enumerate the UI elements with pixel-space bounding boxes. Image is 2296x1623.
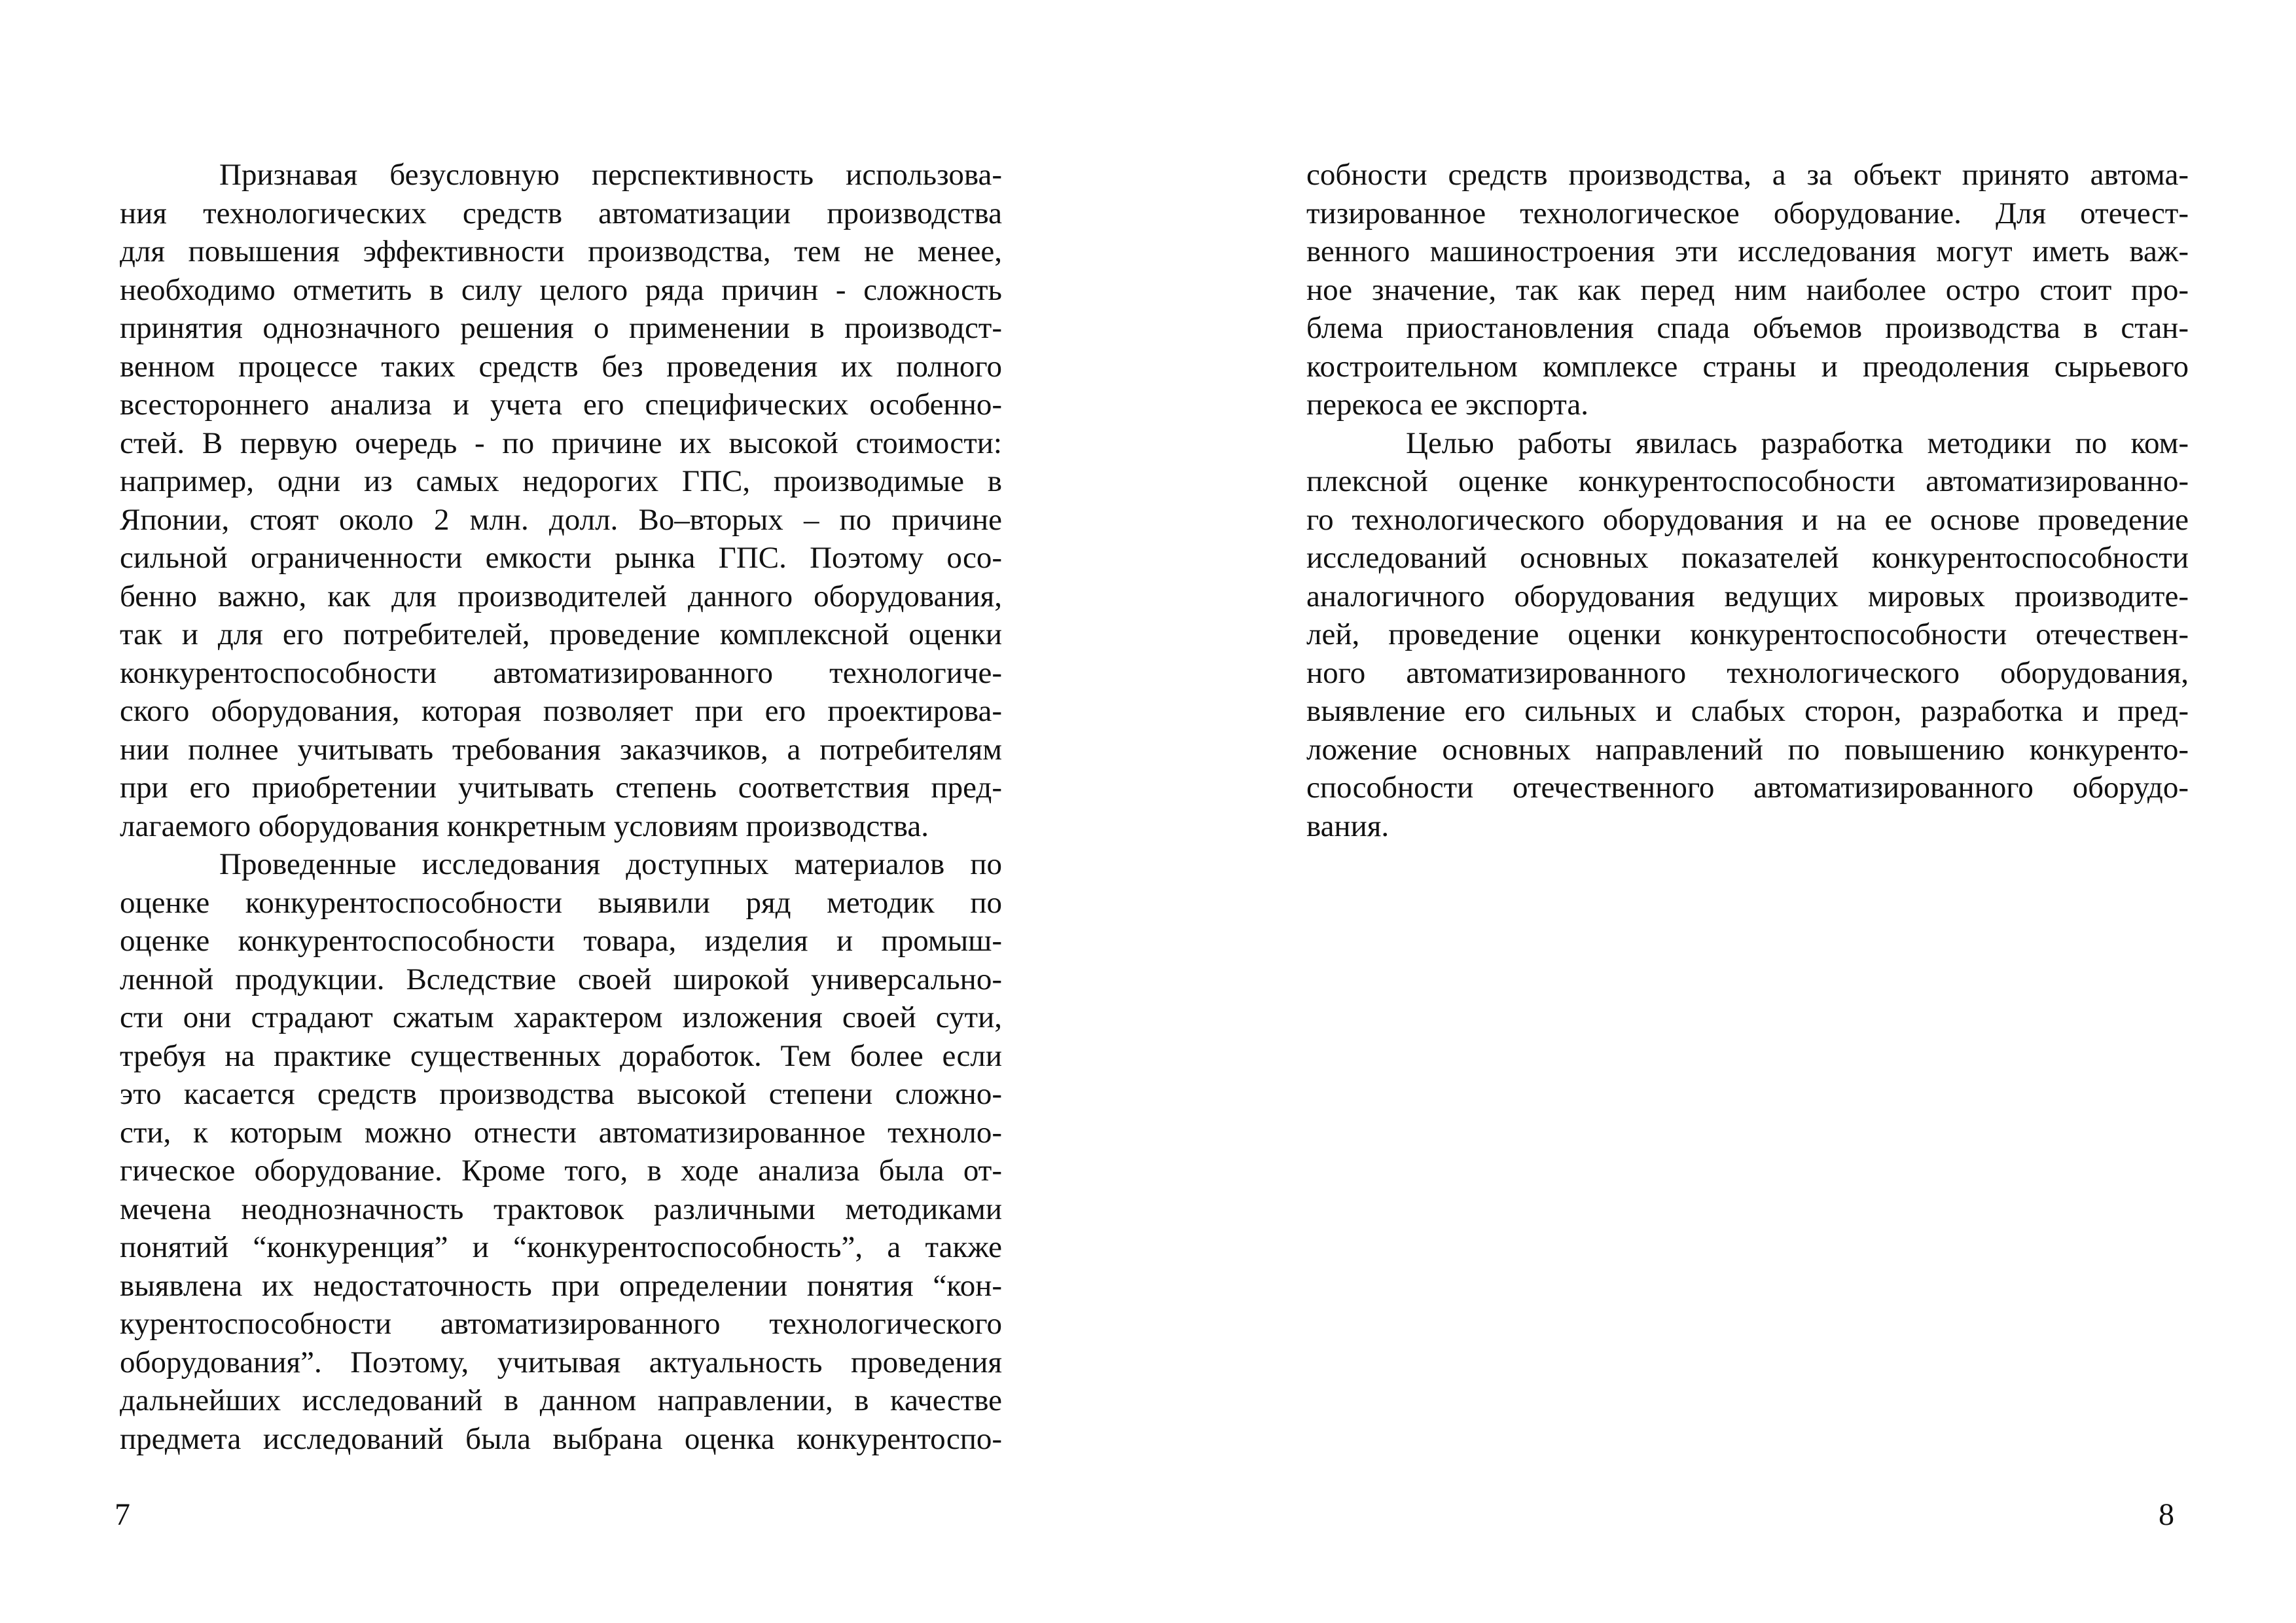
text-line: костроительном комплексе страны и преодоления сырьевого — [1306, 349, 2189, 384]
right-page — [1148, 0, 2296, 1623]
text-line: сти, к которым можно отнести автоматизированное техноло- — [120, 1115, 1002, 1150]
text-line: исследований основных показателей конкурентоспособности — [1306, 541, 2189, 575]
text-line: Японии, стоят около 2 млн. долл. Во–вторых – по причине — [120, 502, 1002, 537]
text-line: при его приобретении учитывать степень соответствия пред- — [120, 771, 1002, 805]
text-line: конкурентоспособности автоматизированного технологиче- — [120, 655, 1002, 690]
text-line: блема приостановления спада объемов производства в стан- — [1306, 311, 2189, 345]
text-line: го технологического оборудования и на ее основе проведение — [1306, 502, 2189, 537]
text-line: лей, проведение оценки конкурентоспособности отечествен- — [1306, 617, 2189, 651]
text-line: перекоса ее экспорта. — [1306, 388, 1588, 422]
text-line: это касается средств производства высокой степени сложно- — [120, 1077, 1002, 1111]
text-line: бенно важно, как для производителей данного оборудования, — [120, 579, 1002, 613]
text-line: собности средств производства, а за объект принято автома- — [1306, 158, 2189, 192]
text-line: лагаемого оборудования конкретным условиям производства. — [120, 809, 929, 843]
text-line: Целью работы явилась разработка методики по ком- — [1406, 426, 2189, 460]
text-line: гическое оборудование. Кроме того, в ходе анализа была от- — [120, 1154, 1002, 1188]
text-line: всестороннего анализа и учета его специфических особенно- — [120, 388, 1002, 422]
right-page-text — [1306, 156, 2189, 845]
text-line: мечена неоднозначность трактовок различными методиками — [120, 1192, 1002, 1226]
text-line: например, одни из самых недорогих ГПС, производимые в — [120, 464, 1002, 498]
left-paragraph-1 — [120, 156, 1002, 845]
text-line: дальнейших исследований в данном направлении, в качестве — [120, 1383, 1002, 1417]
text-line: плексной оценке конкурентоспособности автоматизированно- — [1306, 464, 2189, 498]
text-line: требуя на практике существенных доработок. Тем более если — [120, 1038, 1002, 1073]
page-number: 8 — [2159, 1497, 2174, 1532]
text-line: оценке конкурентоспособности выявили ряд методик по — [120, 885, 1002, 920]
text-line: так и для его потребителей, проведение комплексной оценки — [120, 617, 1002, 651]
text-line: нии полнее учитывать требования заказчиков, а потребителям — [120, 732, 1002, 767]
text-line: сти они страдают сжатым характером изложения своей сути, — [120, 1000, 1002, 1034]
page-number: 7 — [115, 1497, 130, 1532]
text-line: ложение основных направлений по повышению конкуренто- — [1306, 732, 2189, 767]
text-line: ния технологических средств автоматизации производства — [120, 196, 1002, 230]
text-line: курентоспособности автоматизированного технологического — [120, 1307, 1002, 1341]
text-line: Признавая безусловную перспективность использова- — [219, 158, 1002, 192]
right-paragraph-1 — [1306, 156, 2189, 424]
text-line: выявление его сильных и слабых сторон, разработка и пред- — [1306, 694, 2189, 728]
text-line: ленной продукции. Вследствие своей широкой универсально- — [120, 962, 1002, 996]
text-line: необходимо отметить в силу целого ряда причин - сложность — [120, 272, 1002, 307]
text-line: принятия однозначного решения о применении в производст- — [120, 311, 1002, 345]
text-line: венном процессе таких средств без проведения их полного — [120, 349, 1002, 384]
left-page-text — [120, 156, 1002, 1458]
text-line: ского оборудования, которая позволяет при его проектирова- — [120, 694, 1002, 728]
text-line: вания. — [1306, 809, 1390, 843]
left-paragraph-2 — [120, 845, 1002, 1458]
text-line: для повышения эффективности производства, тем не менее, — [120, 234, 1002, 268]
text-line: сильной ограниченности емкости рынка ГПС. Поэтому осо- — [120, 541, 1002, 575]
text-line: способности отечественного автоматизированного оборудо- — [1306, 771, 2189, 805]
text-line: оборудования”. Поэтому, учитывая актуальность проведения — [120, 1345, 1002, 1379]
text-line: предмета исследований была выбрана оценка конкурентоспо- — [120, 1421, 1002, 1456]
text-line: ного автоматизированного технологического оборудования, — [1306, 655, 2189, 690]
text-line: понятий “конкуренция” и “конкурентоспособность”, а также — [120, 1230, 1002, 1264]
text-line: аналогичного оборудования ведущих мировых производите- — [1306, 579, 2189, 613]
text-line: стей. В первую очередь - по причине их высокой стоимости: — [120, 426, 1002, 460]
text-line: венного машиностроения эти исследования могут иметь важ- — [1306, 234, 2189, 268]
text-line: тизированное технологическое оборудование. Для отечест- — [1306, 196, 2189, 230]
text-line: оценке конкурентоспособности товара, изделия и промыш- — [120, 924, 1002, 958]
text-line: Проведенные исследования доступных материалов по — [219, 847, 1002, 881]
right-paragraph-2 — [1306, 424, 2189, 846]
text-line: выявлена их недостаточность при определении понятия “кон- — [120, 1268, 1002, 1303]
text-line: ное значение, так как перед ним наиболее остро стоит про- — [1306, 272, 2189, 307]
